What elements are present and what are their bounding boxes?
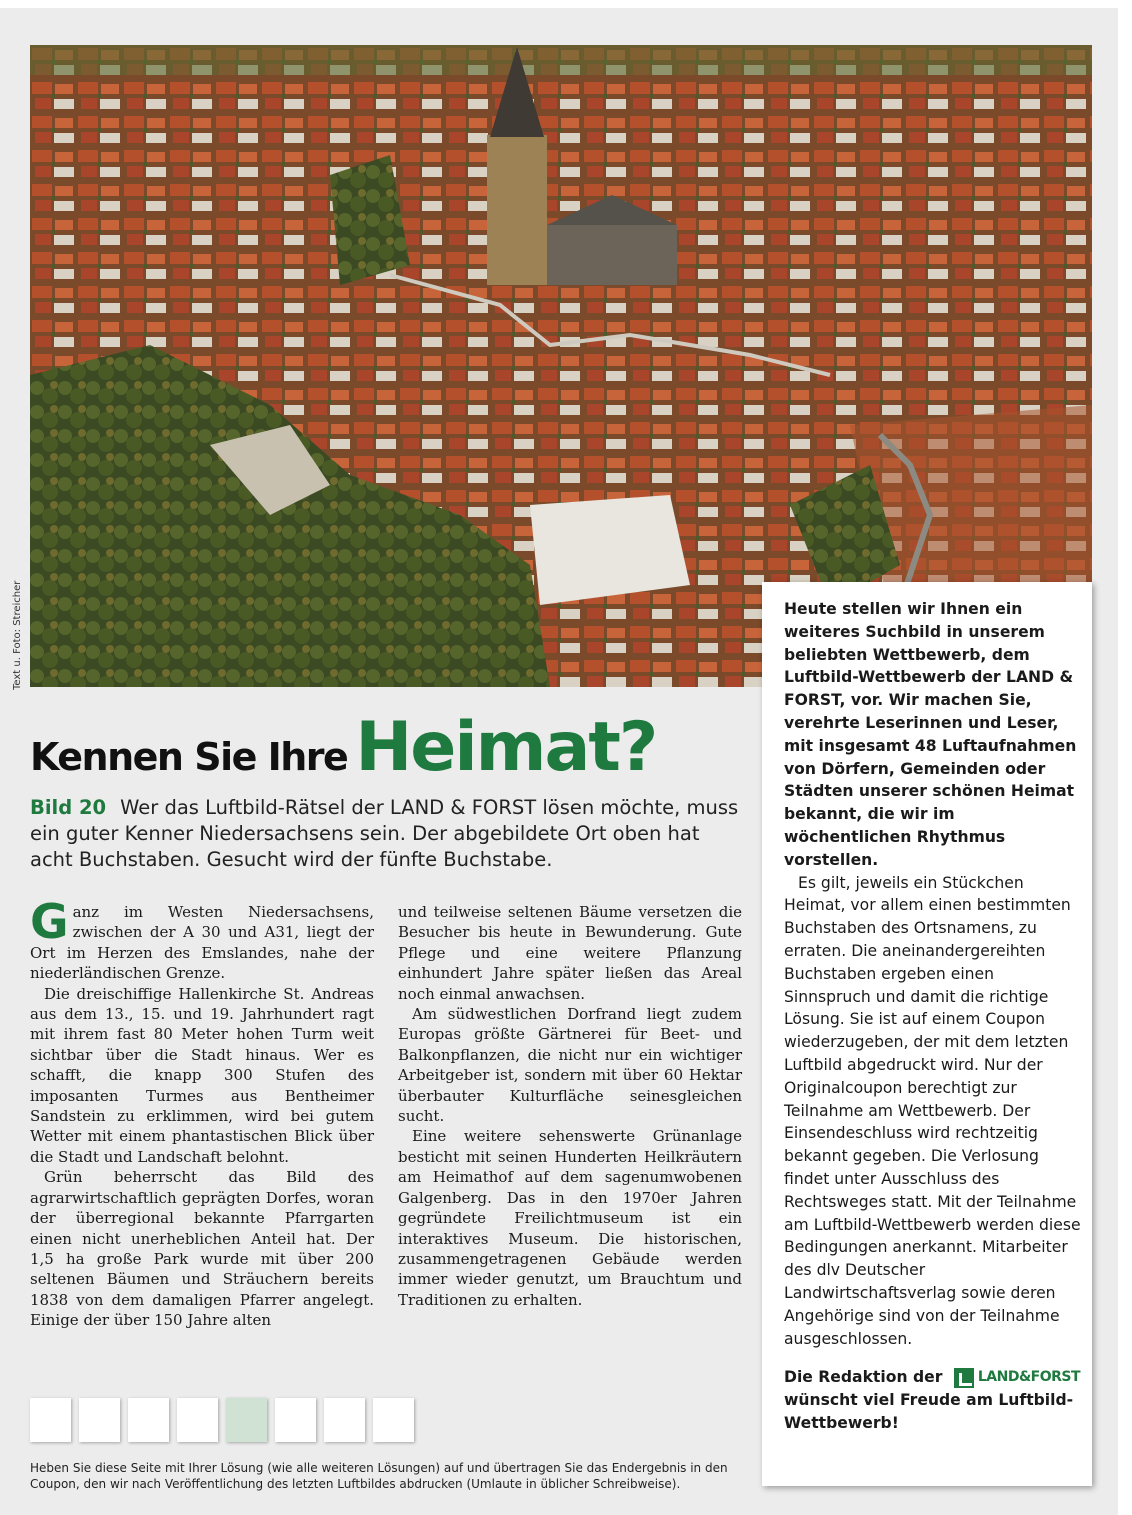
solution-letter-boxes — [30, 1398, 414, 1442]
drop-cap: G — [30, 895, 69, 950]
letter-box-highlighted — [226, 1398, 267, 1442]
letter-box — [30, 1398, 71, 1442]
article-paragraph: Die dreischiffige Hallenkirche St. Andreas aus dem 13., 15. und 19. Jahrhundert ragt mit ihrem fast 80 Meter hohen Turm weit sichtbar über die Stadt hinaus. Wer es schafft, die knapp 300 Stufen des imposanten Turmes aus Bentheimer Sandstein zu erklimmen, wird bei gutem Wetter mit einem phantastischen Blick über die Stadt und Landschaft belohnt. — [30, 984, 374, 1166]
letter-box — [324, 1398, 365, 1442]
headline-emphasis: Heimat? — [355, 708, 657, 787]
letter-box — [177, 1398, 218, 1442]
letter-box — [373, 1398, 414, 1442]
letter-box — [128, 1398, 169, 1442]
headline — [30, 708, 750, 787]
contest-info-box — [762, 582, 1092, 1486]
photo-credit: Text u. Foto: Streicher — [12, 580, 23, 690]
letter-box — [79, 1398, 120, 1442]
subline — [30, 795, 745, 873]
article-paragraph: Eine weitere sehenswerte Grünanlage besticht mit seinen Hunderten Heilkräutern am Heimathof auf dem sagenumwobenen Galgenberg. Das in den 1970er Jahren gegründete Freilichtmuseum ist ein interaktives Museum. Die historischen, zusammengetragenen Gebäude werden immer wieder genutzt, um Brauchtum und Traditionen zu erhalten. — [398, 1127, 742, 1309]
contest-intro: Heute stellen wir Ihnen ein weiteres Suchbild in unserem beliebten Wettbewerb, dem Luftbild-Wettbewerb der LAND & FORST, vor. Wir machen Sie, verehrte Leserinnen und Leser, mit insgesamt 48 Luftaufnahmen von Dörfern, Gemeinden oder Städten unserer schönen Heimat bekannt, die wir im wöchentlichen Rhythmus vorstellen. — [784, 600, 1077, 869]
article-paragraph: Am südwestlichen Dorfrand liegt zudem Europas größte Gärtnerei für Beet- und Balkonpflanzen, die nicht nur ein wichtiger Arbeitgeber ist, sondern mit über 60 Hektar überbauter Kulturfläche seinesgleichen sucht. — [398, 1005, 742, 1126]
land-forst-logo-icon — [954, 1368, 974, 1388]
article-paragraph: Grün beherrscht das Bild des agrarwirtschaftlich geprägten Dorfes, woran der überregional bekannte Pfarrgarten einen nicht unerheblichen Anteil hat. Der 1,5 ha große Park wurde mit über 200 seltenen Bäumen und Sträuchern bereits 1838 von dem damaligen Pfarrer angelegt. Einige der über 150 Jahre alten — [30, 1168, 374, 1330]
article-paragraph: und teilweise seltenen Bäume versetzen die Besucher bis heute in Bewunderung. Gute Pflege und eine weitere Pflanzung einhundert Jahre später ließen das Areal noch einmal anwachsen. — [398, 903, 742, 1003]
headline-lead: Kennen Sie Ihre — [30, 735, 348, 779]
article-column-1 — [30, 895, 374, 1331]
letter-box — [275, 1398, 316, 1442]
contest-closing: Die Redaktion der LAND&FORST wünscht viel Freude am Luftbild-Wettbewerb! — [784, 1368, 1081, 1432]
contest-rules: Es gilt, jeweils ein Stückchen Heimat, vor allem einen bestimmten Buchstaben des Ortsnamens, zu erraten. Die aneinandergereihten Buchstaben ergeben einen Sinnspruch und damit die richtige Lösung. Sie ist auf einem Coupon wiederzugeben, der mit dem letzten Luftbild abgedruckt wird. Nur der Originalcoupon berechtigt zur Teilnahme am Wettbewerb. Der Einsendeschluss wird rechtzeitig bekannt gegeben. Die Verlosung findet unter Ausschluss des Rechtsweges statt. Mit der Teilnahme am Luftbild-Wettbewerb werden diese Bedingungen anerkannt. Mitarbeiter des dlv Deutscher Landwirtschaftsverlag sowie deren Angehörige sind von der Teilnahme ausgeschlossen. — [784, 873, 1081, 1348]
article-paragraph: Ganz im Westen Niedersachsens, zwischen der A 30 und A31, liegt der Ort im Herzen des Emslandes, nahe der niederländischen Grenze. — [30, 895, 374, 983]
picture-number-label: Bild 20 — [30, 796, 107, 819]
land-forst-logo: LAND&FORST — [954, 1366, 1080, 1389]
subline-text: Wer das Luftbild-Rätsel der LAND & FORST lösen möchte, muss ein guter Kenner Niedersachsens sein. Der abgebildete Ort oben hat acht Buchstaben. Gesucht wird der fünfte Buchstabe. — [30, 796, 739, 871]
footnote: Heben Sie diese Seite mit Ihrer Lösung (wie alle weiteren Lösungen) auf und übertragen Sie das Endergebnis in den Coupon, den wir nach Veröffentlichung des letzten Luftbildes abdrucken (Umlaute in üblicher Schreibweise). — [30, 1461, 728, 1491]
article-column-2 — [398, 902, 742, 1310]
